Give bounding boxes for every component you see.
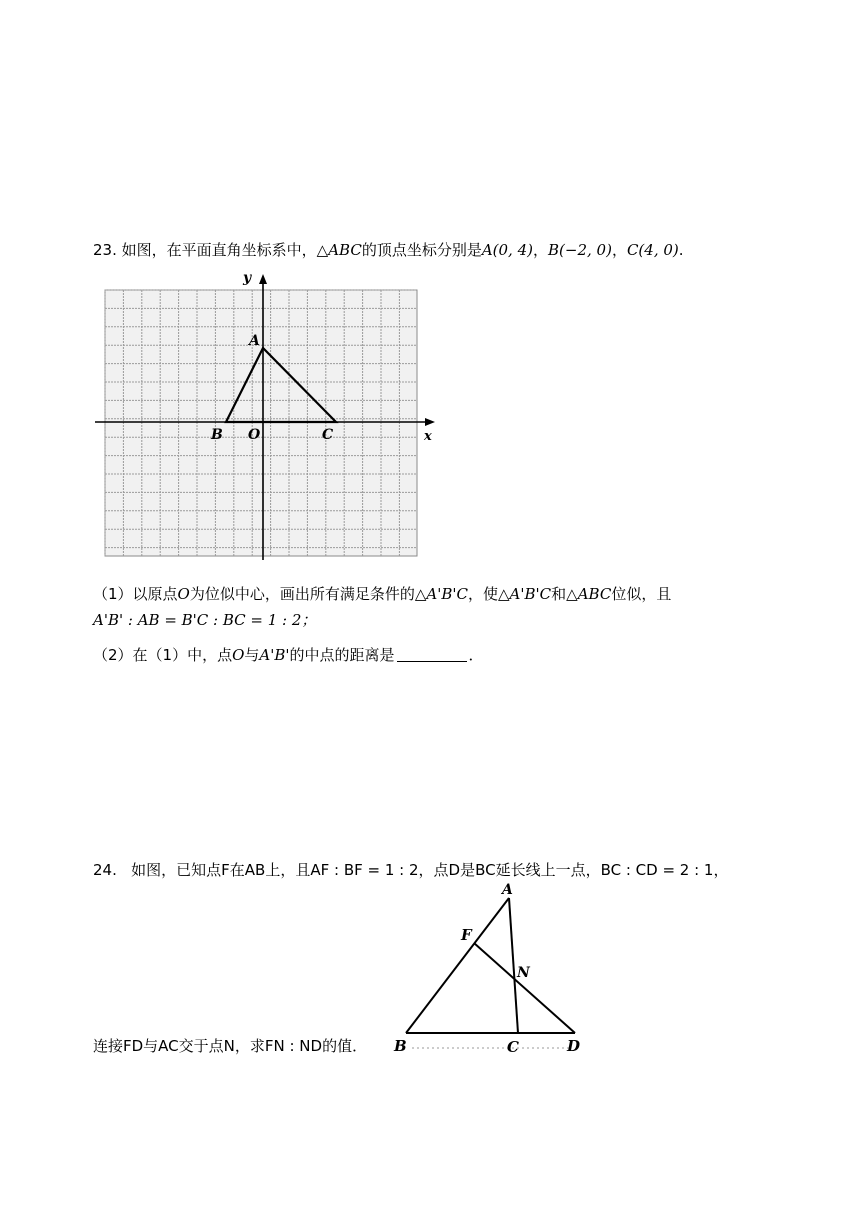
label-a: A (502, 882, 513, 898)
x-axis-arrow-icon (425, 418, 435, 426)
label-y: y (243, 270, 252, 286)
q24-stem-line2: 连接FD与AC交于点N，求FN : ND的值． (93, 1037, 368, 1055)
label-c: C (322, 427, 334, 443)
q24-number: 24. (93, 861, 117, 879)
label-a: A (249, 333, 260, 349)
label-c: C (507, 1038, 519, 1056)
q23-number: 23. (93, 241, 117, 259)
segment-fd (474, 943, 575, 1033)
label-d: D (567, 1037, 581, 1055)
q23-part2: （2）在（1）中，点O与A'B'的中点的距离是 ． (93, 646, 484, 664)
label-o: O (248, 427, 261, 443)
y-axis-arrow-icon (259, 274, 267, 284)
label-x: x (424, 429, 432, 444)
label-n: N (517, 965, 530, 981)
label-b: B (211, 427, 223, 443)
answer-blank[interactable] (397, 647, 467, 662)
q23-stem: 23. 如图，在平面直角坐标系中，△ABC的顶点坐标分别是A(0, 4)，B(−2, 0)，C(4, 0). (93, 241, 684, 259)
q23-coordinate-figure (95, 268, 445, 568)
q23-part1-line1: （1）以原点O为位似中心，画出所有满足条件的△A'B'C，使△A'B'C和△ABC位似，且 (93, 585, 672, 603)
label-f: F (461, 926, 472, 944)
q23-part1-line2: A'B' : AB = B'C : BC = 1 : 2； (93, 611, 317, 629)
q24-triangle-figure (390, 880, 590, 1060)
q24-stem: 24. 如图，已知点F在AB上，且AF : BF = 1 : 2，点D是BC延长线上一点，BC : CD = 2 : 1， (93, 861, 729, 879)
segment-ab (406, 898, 509, 1033)
label-b: B (394, 1037, 407, 1055)
